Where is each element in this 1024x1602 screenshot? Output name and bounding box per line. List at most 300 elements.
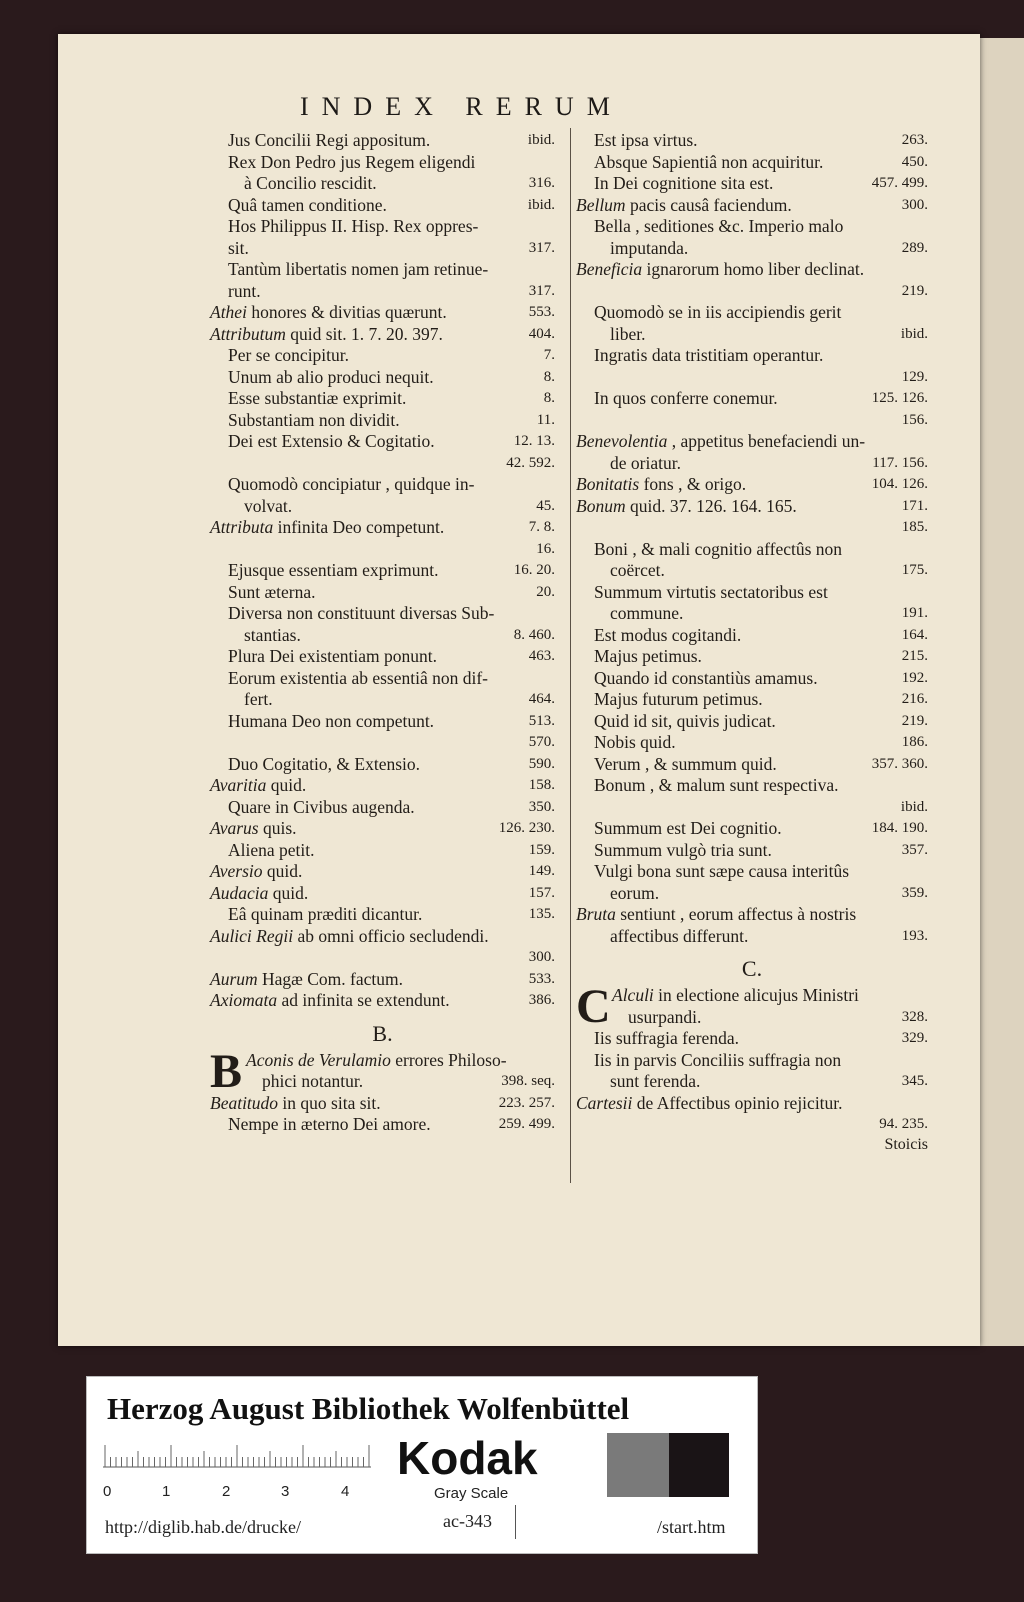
index-entry <box>210 216 555 238</box>
dropcap-b: B <box>210 1044 243 1098</box>
entry-page-ref: 350. <box>528 798 555 815</box>
index-entry <box>576 496 928 518</box>
right-column <box>576 130 928 1154</box>
index-entry <box>210 1093 555 1115</box>
index-entry <box>576 840 928 862</box>
entry-body: Boni , & mali cognitio affectûs non <box>594 538 843 559</box>
entry-page-ref: 317. <box>528 239 555 256</box>
entry-body: Tantùm libertatis nomen jam retinue- <box>228 259 489 279</box>
index-entry <box>210 367 555 389</box>
entry-body: à Concilio rescidit. <box>244 173 377 193</box>
left-entries <box>210 130 555 1012</box>
entry-text <box>594 625 741 647</box>
entry-body: Vulgi bona sunt sæpe causa interitûs <box>594 861 850 881</box>
entry-text <box>610 560 665 582</box>
shelfmark-code: ac-343 <box>443 1511 492 1531</box>
swatch-black <box>669 1433 729 1497</box>
entry-body: Bonum , & malum sunt respectiva. <box>594 775 839 795</box>
entry-body: Unum ab alio produci nequit. <box>228 366 434 387</box>
entry-body: sit. <box>228 237 249 258</box>
entry-lead: Axiomata <box>210 990 278 1010</box>
index-entry <box>576 1050 928 1072</box>
ruler-numbers <box>103 1483 371 1503</box>
entry-text <box>610 603 683 625</box>
index-entry <box>576 431 928 453</box>
entry-text <box>576 259 864 281</box>
entry-page-ref: 158. <box>528 777 555 793</box>
entry-body: infinita Deo competunt. <box>273 517 445 537</box>
entry-page-ref: 357. <box>901 841 928 858</box>
entry-body: In Dei cognitione sita est. <box>594 173 774 193</box>
entry-page-ref: 8. 460. <box>513 626 555 643</box>
entry-page-ref: 345. <box>901 1073 928 1089</box>
entry-text <box>210 969 403 991</box>
entry-body: sunt ferenda. <box>610 1071 701 1091</box>
entry-lead: Beatitudo <box>210 1092 279 1113</box>
entry-text <box>594 840 772 862</box>
index-entry <box>576 410 928 432</box>
entry-text <box>228 345 349 367</box>
entry-lead: Bruta <box>576 904 616 924</box>
index-entry <box>576 1071 928 1093</box>
entry-body: coërcet. <box>610 560 665 580</box>
entry-page-ref: 328. <box>901 1008 928 1025</box>
entry-page-ref: 317. <box>528 282 555 299</box>
index-entry <box>210 711 555 733</box>
entry-body: in electione alicujus Ministri <box>653 985 859 1005</box>
entry-page-ref: 94. 235. <box>879 1116 928 1132</box>
swatch-gray <box>607 1433 669 1497</box>
entry-text <box>210 517 444 539</box>
entry-text <box>210 302 447 324</box>
entry-body: Duo Cogitatio, & Extensio. <box>228 753 421 774</box>
index-entry <box>576 1114 928 1136</box>
index-entry <box>576 517 928 539</box>
entry-body: volvat. <box>244 495 293 516</box>
entry-page-ref: 7. 8. <box>528 519 555 535</box>
index-entry <box>210 195 555 217</box>
entry-body: Iis suffragia ferenda. <box>594 1028 739 1048</box>
entry-text <box>228 216 478 238</box>
index-entry <box>576 539 928 561</box>
ruler-number: 3 <box>281 1483 290 1500</box>
entry-body: quid. <box>266 775 307 795</box>
entry-body: Dei est Extensio & Cogitatio. <box>228 431 435 451</box>
index-entry <box>210 926 555 948</box>
entry-body: quid. 37. 126. 164. 165. <box>625 495 797 516</box>
entry-body: pacis causâ faciendum. <box>625 194 792 215</box>
entry-body: Absque Sapientiâ non acquiritur. <box>594 151 824 172</box>
entry-page-ref: 192. <box>901 669 928 686</box>
entry-text <box>594 775 838 797</box>
index-entry <box>576 754 928 776</box>
entry-body: Quare in Civibus augenda. <box>228 796 415 817</box>
entry-text <box>210 861 302 883</box>
index-entry <box>210 173 555 195</box>
entry-body: fons , & origo. <box>639 474 747 494</box>
entry-page-ref: 216. <box>901 691 928 707</box>
entry-body: quid sit. 1. 7. 20. 397. <box>285 323 443 344</box>
entry-body: Humana Deo non competunt. <box>228 710 435 731</box>
entry-text <box>594 388 778 410</box>
entry-body: Est modus cogitandi. <box>594 624 742 645</box>
ruler-number: 2 <box>222 1483 231 1500</box>
entry-lead: Benevolentia <box>576 431 668 451</box>
index-entry <box>576 216 928 238</box>
entry-text <box>228 646 437 668</box>
entry-text <box>228 603 494 625</box>
index-entry <box>576 388 928 410</box>
entry-page-ref: 11. <box>536 411 555 428</box>
right-entries <box>576 130 928 947</box>
entry-text <box>594 582 828 604</box>
ruler-number: 4 <box>341 1483 350 1500</box>
index-entry <box>210 904 555 926</box>
section-c-entries <box>576 980 928 1136</box>
entry-text <box>576 195 792 217</box>
index-entry <box>576 818 928 840</box>
entry-text <box>228 130 430 152</box>
entry-page-ref: 8. <box>543 390 555 406</box>
entry-page-ref: 12. 13. <box>513 433 555 449</box>
entry-text <box>610 324 645 346</box>
entry-text <box>228 904 422 926</box>
entry-body: Summum virtutis sectatoribus est <box>594 581 828 602</box>
entry-body: Quando id constantiùs amamus. <box>594 667 818 688</box>
index-entry <box>576 904 928 926</box>
entry-body: Verum , & summum quid. <box>594 753 777 774</box>
entry-body: Majus futurum petimus. <box>594 689 763 709</box>
entry-body: imputanda. <box>610 237 689 258</box>
entry-page-ref: 398. seq. <box>501 1073 555 1089</box>
index-entry <box>576 302 928 324</box>
entry-page-ref: 20. <box>536 583 555 600</box>
entry-page-ref: 7. <box>543 347 555 363</box>
entry-body: Nempe in æterno Dei amore. <box>228 1114 431 1134</box>
entry-body: fert. <box>244 689 273 709</box>
entry-text <box>628 1007 701 1029</box>
index-entry <box>576 474 928 496</box>
entry-text <box>576 496 797 518</box>
index-entry <box>576 173 928 195</box>
entry-page-ref: 457. 499. <box>871 175 928 191</box>
entry-text <box>244 496 292 518</box>
entry-body: Est ipsa virtus. <box>594 130 698 150</box>
index-entry <box>210 238 555 260</box>
page-header: INDEX RERUM <box>300 92 623 121</box>
index-entry <box>210 840 555 862</box>
index-entry <box>576 281 928 303</box>
entry-text <box>594 668 818 690</box>
entry-lead: Attributa <box>210 517 274 537</box>
entry-body: affectibus differunt. <box>610 925 749 946</box>
entry-page-ref: 357. 360. <box>871 755 928 772</box>
entry-page-ref: 219. <box>901 282 928 299</box>
entry-page-ref: 135. <box>528 906 555 922</box>
index-entry <box>576 732 928 754</box>
entry-text <box>210 818 297 840</box>
entry-body: Eorum existentia ab essentiâ non dif- <box>228 667 488 688</box>
code-separator <box>515 1505 516 1539</box>
index-entry <box>210 990 555 1012</box>
entry-body: Eâ quinam præditi dicantur. <box>228 904 423 924</box>
kodak-logo: Kodak <box>397 1432 538 1484</box>
index-entry <box>576 1093 928 1115</box>
entry-page-ref: 156. <box>901 411 928 428</box>
index-entry <box>576 152 928 174</box>
entry-body: Esse substantiæ exprimit. <box>228 388 407 408</box>
index-entry <box>210 797 555 819</box>
entry-lead: Beneficia <box>576 259 643 279</box>
entry-body: ab omni officio secludendi. <box>293 925 489 946</box>
index-entry <box>210 517 555 539</box>
index-entry <box>576 259 928 281</box>
entry-body: sentiunt , eorum affectus à nostris <box>615 904 857 924</box>
entry-page-ref: ibid. <box>900 325 928 342</box>
entry-text <box>228 195 387 217</box>
ruler-scale <box>103 1437 371 1475</box>
index-entry <box>210 818 555 840</box>
entry-page-ref: 8. <box>543 368 555 385</box>
section-heading-c: C. <box>741 956 763 981</box>
index-entry <box>210 1050 555 1072</box>
entry-body: Per se concipitur. <box>228 345 350 365</box>
entry-page-ref: 191. <box>901 605 928 621</box>
entry-text <box>594 646 702 668</box>
index-entry <box>210 775 555 797</box>
entry-page-ref: 171. <box>901 497 928 514</box>
dropcap-c: C <box>576 980 611 1033</box>
entry-body: Hos Philippus II. Hisp. Rex oppres- <box>228 216 479 236</box>
index-entry <box>210 754 555 776</box>
section-heading-b: B. <box>372 1020 393 1046</box>
entry-body: Sunt æterna. <box>228 581 316 602</box>
index-entry <box>210 1114 555 1136</box>
entry-lead: Bellum <box>576 194 626 215</box>
entry-body: de oriatur. <box>610 452 681 473</box>
entry-text <box>594 539 842 561</box>
index-entry <box>210 474 555 496</box>
library-title: Herzog August Bibliothek Wolfenbüttel <box>107 1391 630 1426</box>
entry-text <box>210 324 443 346</box>
entry-page-ref: ibid. <box>527 196 555 213</box>
entry-body: Summum est Dei cognitio. <box>594 818 782 838</box>
entry-lead: Audacia <box>210 882 269 903</box>
index-entry <box>210 625 555 647</box>
entry-text <box>594 302 841 324</box>
entry-page-ref: 590. <box>528 755 555 772</box>
index-entry <box>576 926 928 948</box>
index-entry <box>576 1007 928 1029</box>
entry-body: In quos conferre conemur. <box>594 388 778 408</box>
entry-text <box>594 689 763 711</box>
entry-body: Aliena petit. <box>228 839 315 860</box>
entry-body: stantias. <box>244 624 301 645</box>
entry-body: Quid id sit, quivis judicat. <box>594 710 776 731</box>
entry-text <box>244 173 377 195</box>
entry-text <box>228 238 249 260</box>
index-entry <box>576 711 928 733</box>
index-entry <box>576 324 928 346</box>
entry-text <box>610 926 748 948</box>
entry-text <box>228 797 415 819</box>
entry-body: Quâ tamen conditione. <box>228 194 387 215</box>
index-entry <box>210 431 555 453</box>
index-entry <box>210 539 555 561</box>
entry-page-ref: 289. <box>901 239 928 256</box>
entry-page-ref: 126. 230. <box>498 820 555 836</box>
index-entry <box>210 646 555 668</box>
entry-text <box>244 625 301 647</box>
entry-page-ref: 149. <box>528 863 555 879</box>
entry-text <box>228 367 434 389</box>
start-path: /start.htm <box>657 1517 726 1537</box>
entry-text <box>228 560 438 582</box>
gray-scale-label: Gray Scale <box>434 1485 509 1502</box>
entry-page-ref: 259. 499. <box>498 1116 555 1132</box>
entry-page-ref: 404. <box>528 325 555 342</box>
entry-text <box>228 410 400 432</box>
entry-page-ref: 184. 190. <box>871 820 928 836</box>
entry-page-ref: 104. 126. <box>871 476 928 492</box>
catchword: Stoicis <box>884 1135 928 1153</box>
entry-text <box>228 388 406 410</box>
entry-text <box>610 238 688 260</box>
entry-text <box>228 281 261 303</box>
entry-text <box>228 259 488 281</box>
entry-body: Diversa non constituunt diversas Sub- <box>228 603 495 623</box>
index-entry <box>210 130 555 152</box>
entry-body: eorum. <box>610 882 660 903</box>
entry-text <box>576 1093 843 1115</box>
entry-page-ref: 300. <box>528 949 555 965</box>
entry-body: quid. <box>268 882 309 903</box>
entry-text <box>594 861 849 883</box>
entry-text <box>228 1114 431 1136</box>
entry-text <box>610 883 659 905</box>
entry-page-ref: 193. <box>901 927 928 944</box>
entry-text <box>594 345 823 367</box>
entry-text <box>244 689 273 711</box>
index-entry <box>210 732 555 754</box>
entry-text <box>594 173 773 195</box>
index-entry <box>576 603 928 625</box>
entry-text <box>210 1093 381 1115</box>
entry-body: quid. <box>262 861 303 881</box>
entry-page-ref: 316. <box>528 175 555 191</box>
entry-lead: Avaritia <box>210 775 267 795</box>
entry-text <box>228 840 315 862</box>
entry-text <box>576 904 856 926</box>
entry-text <box>594 732 676 754</box>
entry-text <box>228 711 434 733</box>
entry-text <box>594 1050 841 1072</box>
entry-page-ref: 186. <box>901 734 928 750</box>
index-entry <box>576 861 928 883</box>
index-entry <box>576 453 928 475</box>
entry-body: Hagæ Com. factum. <box>257 968 403 989</box>
entry-text <box>228 431 435 453</box>
entry-page-ref: 553. <box>528 304 555 320</box>
entry-body: ad infinita se extendunt. <box>277 990 450 1010</box>
index-entry <box>210 496 555 518</box>
entry-page-ref: 329. <box>901 1030 928 1046</box>
entry-body: Majus petimus. <box>594 646 702 666</box>
entry-body: , appetitus benefaciendi un- <box>667 431 866 451</box>
entry-page-ref: 300. <box>901 196 928 213</box>
adjacent-page-edge <box>980 38 1024 1346</box>
entry-page-ref: 570. <box>528 734 555 750</box>
entry-lead: Attributum <box>210 323 286 344</box>
index-entry <box>576 367 928 389</box>
index-entry <box>576 1028 928 1050</box>
index-entry <box>210 388 555 410</box>
entry-text <box>228 152 475 174</box>
entry-body: Ingratis data tristitiam operantur. <box>594 345 824 365</box>
entry-page-ref: ibid. <box>527 132 555 148</box>
entry-text <box>594 1028 739 1050</box>
index-entry <box>576 883 928 905</box>
entry-body: usurpandi. <box>628 1006 702 1027</box>
entry-body: runt. <box>228 280 261 301</box>
entry-body: Nobis quid. <box>594 732 676 752</box>
entry-body: phici notantur. <box>262 1071 364 1091</box>
swatch-white <box>559 1433 607 1497</box>
entry-lead: Avarus <box>210 818 259 838</box>
index-entry <box>576 130 928 152</box>
entry-text <box>210 883 308 905</box>
entry-lead: Athei <box>210 302 247 322</box>
entry-page-ref: 359. <box>901 884 928 901</box>
entry-text <box>228 582 316 604</box>
entry-lead: Bonitatis <box>576 474 640 494</box>
index-entry <box>576 797 928 819</box>
index-entry <box>576 985 928 1007</box>
entry-page-ref: ibid. <box>900 798 928 815</box>
entry-page-ref: 513. <box>528 712 555 729</box>
index-entry <box>210 152 555 174</box>
left-column <box>210 130 555 1136</box>
index-entry <box>210 603 555 625</box>
entry-page-ref: 164. <box>901 626 928 643</box>
entry-page-ref: 219. <box>901 712 928 729</box>
entry-page-ref: 533. <box>528 970 555 987</box>
index-entry <box>576 238 928 260</box>
index-entry <box>576 668 928 690</box>
index-entry <box>210 947 555 969</box>
entry-body: commune. <box>610 603 684 623</box>
entry-text <box>594 216 843 238</box>
entry-text <box>576 431 865 453</box>
index-entry <box>576 689 928 711</box>
index-entry <box>576 646 928 668</box>
index-entry <box>210 281 555 303</box>
entry-lead: Aversio <box>210 861 263 881</box>
entry-text <box>594 711 776 733</box>
entry-lead: Aulici Regii <box>210 925 294 946</box>
index-entry <box>210 560 555 582</box>
entry-body: Quomodò concipiatur , quidque in- <box>228 474 475 494</box>
ruler-number: 0 <box>103 1483 112 1500</box>
section-b-entries <box>210 1044 555 1136</box>
entry-lead: Cartesii <box>576 1092 633 1113</box>
entry-page-ref: 463. <box>528 648 555 664</box>
index-entry <box>210 883 555 905</box>
source-url: http://diglib.hab.de/drucke/ <box>105 1517 301 1537</box>
index-entry <box>210 410 555 432</box>
entry-lead: Bonum <box>576 495 626 516</box>
entry-page-ref: 386. <box>528 992 555 1008</box>
